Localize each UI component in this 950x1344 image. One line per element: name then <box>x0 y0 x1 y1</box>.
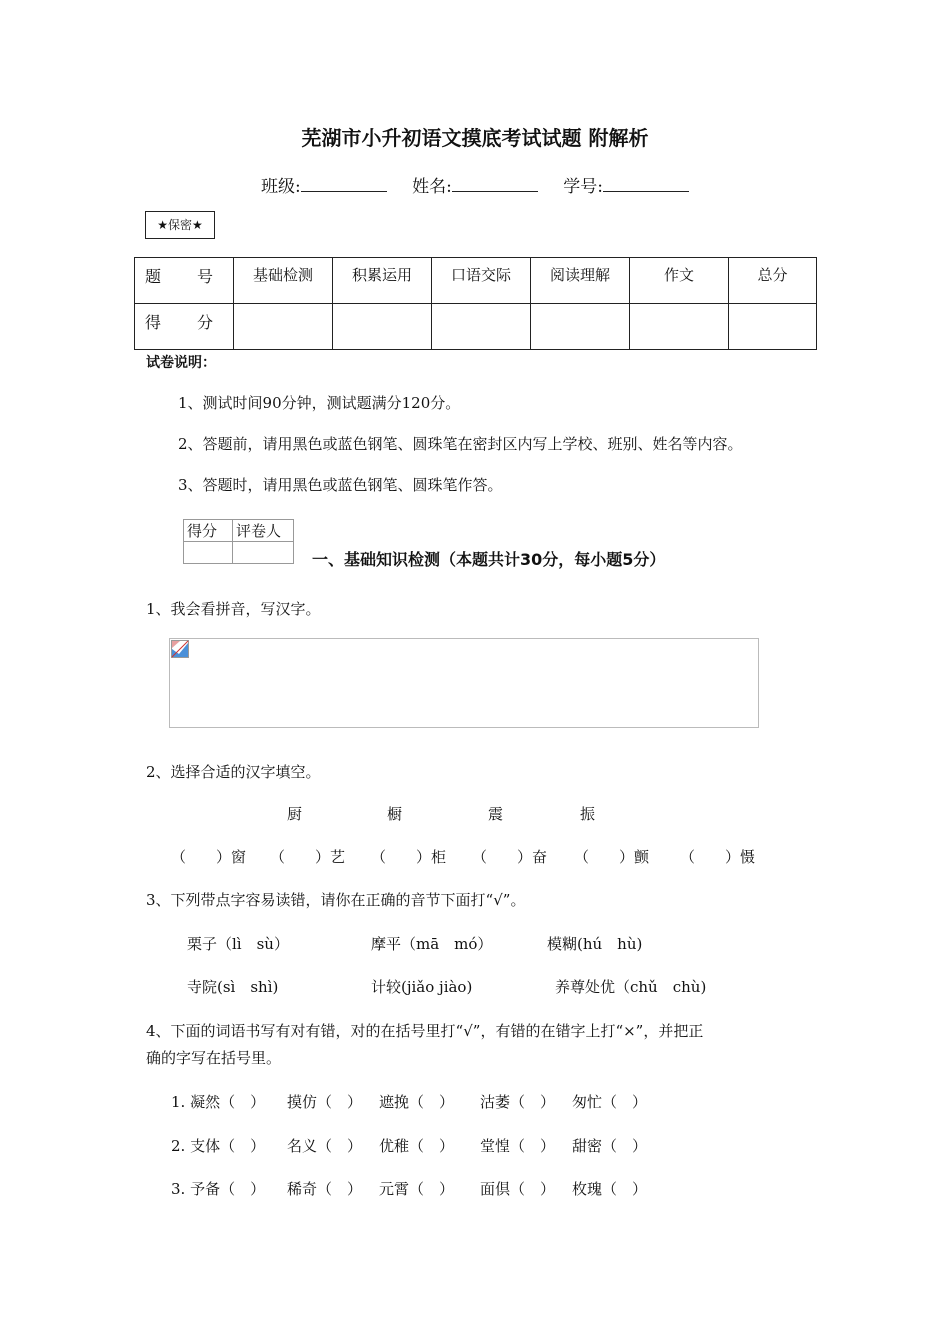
word-item[interactable]: 沽萎（ ） <box>480 1093 556 1111</box>
class-blank[interactable] <box>301 177 387 192</box>
question-4-line2: 确的字写在括号里。 <box>146 1049 282 1067</box>
word-item[interactable]: 3. 予备（ ） <box>171 1180 266 1198</box>
word-item[interactable]: 摸仿（ ） <box>287 1093 363 1111</box>
name-blank[interactable] <box>452 177 538 192</box>
choice-char: 震 <box>488 805 504 823</box>
score-cell[interactable] <box>531 304 630 350</box>
word-item[interactable]: 优稚（ ） <box>379 1137 455 1155</box>
word-item[interactable]: 堂惶（ ） <box>480 1137 556 1155</box>
word-item[interactable]: 1. 凝然（ ） <box>171 1093 266 1111</box>
fill-blank[interactable]: （ ）柜 <box>371 848 447 866</box>
instructions-heading: 试卷说明： <box>146 355 216 371</box>
score-cell[interactable] <box>234 304 333 350</box>
score-table-header: 题 号 <box>135 258 234 304</box>
fill-blank[interactable]: （ ）慑 <box>680 848 756 866</box>
grader-name-cell[interactable] <box>233 542 294 564</box>
grader-score-cell[interactable] <box>184 542 233 564</box>
score-cell[interactable] <box>729 304 817 350</box>
word-item[interactable]: 枚瑰（ ） <box>572 1180 648 1198</box>
pinyin-option[interactable]: 养尊处优（chǔ chù) <box>555 978 707 996</box>
word-item[interactable]: 稀奇（ ） <box>287 1180 363 1198</box>
score-cell[interactable] <box>333 304 432 350</box>
choice-char: 橱 <box>387 805 403 823</box>
broken-image-icon <box>171 640 189 658</box>
pinyin-option[interactable]: 栗子（lì sù） <box>187 935 289 953</box>
student-info-line <box>0 172 950 197</box>
instruction-item: 1、测试时间90分钟，测试题满分120分。 <box>178 394 461 412</box>
pinyin-option[interactable]: 模糊(hú hù) <box>547 935 643 953</box>
question-4-line1: 4、下面的词语书写有对有错，对的在括号里打“√”，有错的在错字上打“×”，并把正 <box>146 1022 704 1040</box>
student-id-label: 学号: <box>563 177 603 197</box>
score-row-label: 得 分 <box>135 304 234 350</box>
score-table-header: 作文 <box>630 258 729 304</box>
fill-blank[interactable]: （ ）艺 <box>270 848 346 866</box>
grader-score-label: 得分 <box>184 520 233 542</box>
confidential-badge: ★保密★ <box>145 211 215 239</box>
question-1: 1、我会看拼音，写汉字。 <box>146 600 321 618</box>
word-item[interactable]: 名义（ ） <box>287 1137 363 1155</box>
student-id-blank[interactable] <box>603 177 689 192</box>
instruction-item: 2、答题前，请用黑色或蓝色钢笔、圆珠笔在密封区内写上学校、班别、姓名等内容。 <box>178 435 743 453</box>
question-2: 2、选择合适的汉字填空。 <box>146 763 321 781</box>
page-title: 芜湖市小升初语文摸底考试试题 附解析 <box>301 126 649 150</box>
word-item[interactable]: 甜密（ ） <box>572 1137 648 1155</box>
score-table-header: 积累运用 <box>333 258 432 304</box>
choice-char: 振 <box>580 805 596 823</box>
score-table-score-row <box>135 304 817 350</box>
instruction-item: 3、答题时，请用黑色或蓝色钢笔、圆珠笔作答。 <box>178 476 503 494</box>
word-item[interactable]: 遮挽（ ） <box>379 1093 455 1111</box>
score-table-header: 阅读理解 <box>531 258 630 304</box>
section-heading: 一、基础知识检测（本题共计30分，每小题5分） <box>312 550 666 569</box>
score-table-header: 口语交际 <box>432 258 531 304</box>
class-field[interactable] <box>261 177 387 197</box>
class-label: 班级: <box>260 177 301 197</box>
score-table <box>134 257 817 350</box>
word-item[interactable]: 匆忙（ ） <box>572 1093 648 1111</box>
word-item[interactable]: 2. 支体（ ） <box>171 1137 266 1155</box>
question-3: 3、下列带点字容易读错，请你在正确的音节下面打“√”。 <box>146 891 526 909</box>
score-table-header-row <box>135 258 817 304</box>
word-item[interactable]: 元霄（ ） <box>379 1180 455 1198</box>
pinyin-option[interactable]: 计较(jiǎo jiào) <box>371 978 473 996</box>
word-item[interactable]: 面倶（ ） <box>480 1180 556 1198</box>
pinyin-image-box <box>169 638 759 728</box>
grader-name-label: 评卷人 <box>233 520 294 542</box>
score-table-header: 总分 <box>729 258 817 304</box>
student-id-field[interactable] <box>563 177 689 197</box>
name-field[interactable] <box>412 177 538 197</box>
pinyin-option[interactable]: 摩平（mā mó） <box>371 935 493 953</box>
score-cell[interactable] <box>630 304 729 350</box>
name-label: 姓名: <box>412 177 452 197</box>
fill-blank[interactable]: （ ）颤 <box>574 848 650 866</box>
pinyin-option[interactable]: 寺院(sì shì) <box>187 978 279 996</box>
score-cell[interactable] <box>432 304 531 350</box>
score-table-header: 基础检测 <box>234 258 333 304</box>
grader-table <box>183 519 294 564</box>
fill-blank[interactable]: （ ）奋 <box>472 848 548 866</box>
fill-blank[interactable]: （ ）窗 <box>171 848 247 866</box>
choice-char: 厨 <box>287 805 303 823</box>
